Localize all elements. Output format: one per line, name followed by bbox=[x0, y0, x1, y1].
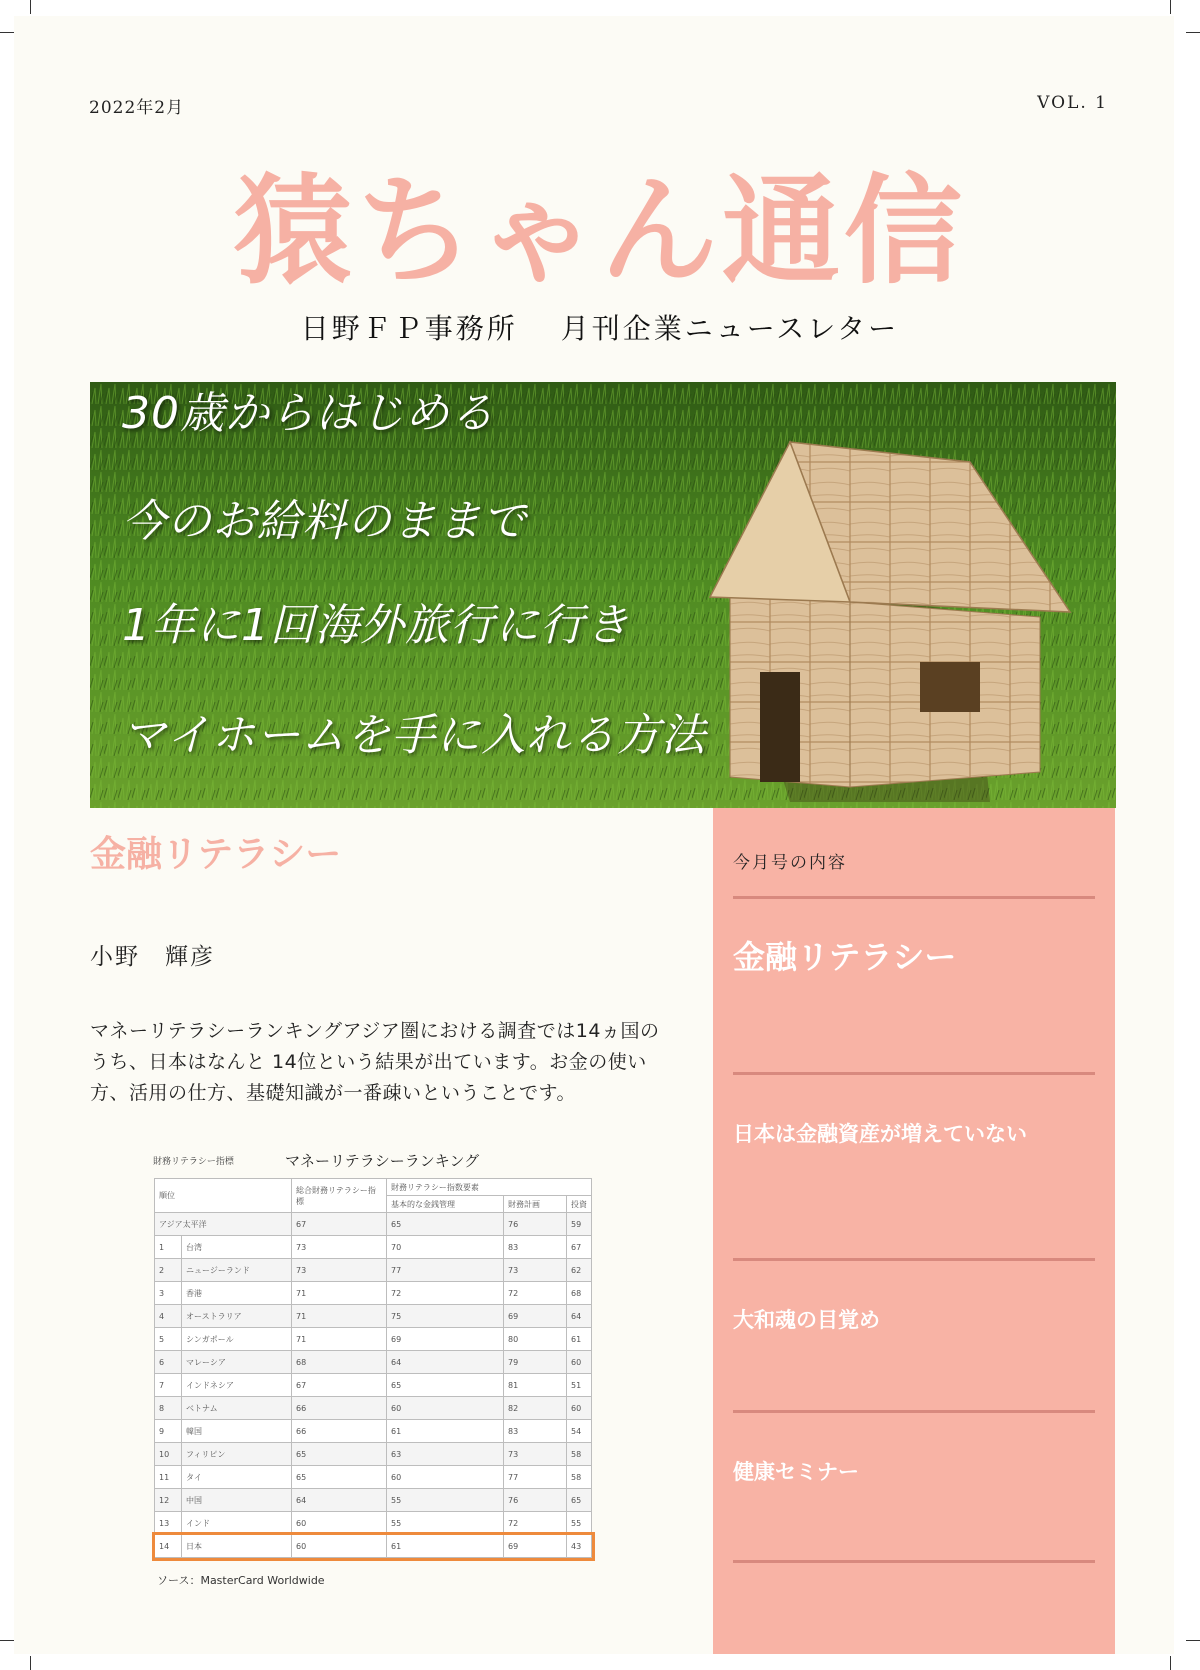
masthead-title: 猿ちゃん通信 bbox=[233, 162, 966, 300]
cell-country: 香港 bbox=[182, 1282, 292, 1305]
table-row bbox=[155, 1443, 592, 1466]
cell-country: インドネシア bbox=[182, 1374, 292, 1397]
issue-date: 2022年2月 bbox=[89, 98, 185, 118]
hero-line-2: 今のお給料のままで bbox=[122, 496, 527, 547]
header-total: 総合財務リテラシー指標 bbox=[292, 1179, 387, 1213]
cell-basic: 70 bbox=[387, 1236, 504, 1259]
table-row bbox=[155, 1259, 592, 1282]
cell-planning: 72 bbox=[504, 1282, 567, 1305]
cell-planning: 69 bbox=[504, 1535, 567, 1558]
cell-rank: 6 bbox=[155, 1351, 182, 1374]
cell-total: 73 bbox=[292, 1259, 387, 1282]
contents-sidebar bbox=[713, 808, 1115, 1654]
crop-mark-bl-h bbox=[0, 1640, 14, 1641]
ranking-source: ソース：MasterCard Worldwide bbox=[157, 1574, 325, 1587]
masthead-subtitle: 日野ＦＰ事務所 月刊企業ニュースレター bbox=[300, 312, 900, 345]
cell-investment: 58 bbox=[567, 1443, 592, 1466]
sidebar-divider bbox=[733, 1258, 1095, 1261]
sidebar-divider bbox=[733, 1072, 1095, 1075]
cell-planning: 73 bbox=[504, 1443, 567, 1466]
cell-basic: 63 bbox=[387, 1443, 504, 1466]
cell-planning: 76 bbox=[504, 1213, 567, 1236]
section-title: 金融リテラシー bbox=[90, 834, 342, 875]
cell-planning: 79 bbox=[504, 1351, 567, 1374]
cell-investment: 60 bbox=[567, 1397, 592, 1420]
sidebar-divider bbox=[733, 1410, 1095, 1413]
cell-investment: 62 bbox=[567, 1259, 592, 1282]
cell-rank: 5 bbox=[155, 1328, 182, 1351]
cell-total: 71 bbox=[292, 1305, 387, 1328]
cell-total: 60 bbox=[292, 1535, 387, 1558]
cell-basic: 75 bbox=[387, 1305, 504, 1328]
table-row bbox=[155, 1489, 592, 1512]
crop-mark-tr-h bbox=[1186, 32, 1200, 33]
cell-planning: 81 bbox=[504, 1374, 567, 1397]
crop-mark-tr-v bbox=[1170, 0, 1171, 14]
header-planning: 財務計画 bbox=[504, 1196, 567, 1213]
cell-total: 67 bbox=[292, 1374, 387, 1397]
crop-mark-tl-h bbox=[0, 32, 14, 33]
table-row bbox=[155, 1397, 592, 1420]
crop-mark-br-h bbox=[1186, 1640, 1200, 1641]
cell-country: ベトナム bbox=[182, 1397, 292, 1420]
table-row bbox=[155, 1213, 592, 1236]
cell-rank: アジア太平洋 bbox=[155, 1213, 292, 1236]
cell-basic: 55 bbox=[387, 1489, 504, 1512]
sidebar-item-health-seminar[interactable]: 健康セミナー bbox=[733, 1460, 859, 1484]
cell-basic: 69 bbox=[387, 1328, 504, 1351]
cell-total: 65 bbox=[292, 1466, 387, 1489]
cell-country: ニュージーランド bbox=[182, 1259, 292, 1282]
cell-basic: 60 bbox=[387, 1466, 504, 1489]
sidebar-heading: 今月号の内容 bbox=[733, 853, 847, 873]
cell-investment: 65 bbox=[567, 1489, 592, 1512]
table-row bbox=[155, 1328, 592, 1351]
cell-rank: 14 bbox=[155, 1535, 182, 1558]
cell-country: オーストラリア bbox=[182, 1305, 292, 1328]
ranking-table-body bbox=[155, 1213, 592, 1558]
cell-country: 中国 bbox=[182, 1489, 292, 1512]
cell-rank: 3 bbox=[155, 1282, 182, 1305]
cell-country: 韓国 bbox=[182, 1420, 292, 1443]
sidebar-item-financial-assets[interactable]: 日本は金融資産が増えていない bbox=[733, 1122, 1027, 1146]
ranking-index-label: 財務リテラシー指標 bbox=[153, 1157, 234, 1167]
sidebar-item-financial-literacy[interactable]: 金融リテラシー bbox=[733, 938, 957, 976]
cell-investment: 43 bbox=[567, 1535, 592, 1558]
japan-highlight-box bbox=[152, 1532, 595, 1561]
cell-basic: 61 bbox=[387, 1535, 504, 1558]
cell-investment: 60 bbox=[567, 1351, 592, 1374]
crop-mark-bl-v bbox=[30, 1656, 31, 1670]
sidebar-divider bbox=[733, 896, 1095, 899]
cell-total: 66 bbox=[292, 1397, 387, 1420]
cell-investment: 64 bbox=[567, 1305, 592, 1328]
cell-total: 71 bbox=[292, 1282, 387, 1305]
crop-mark-br-v bbox=[1170, 1656, 1171, 1670]
cell-planning: 69 bbox=[504, 1305, 567, 1328]
header-basic: 基本的な金銭管理 bbox=[387, 1196, 504, 1213]
cell-investment: 68 bbox=[567, 1282, 592, 1305]
hero-banner bbox=[90, 382, 1116, 808]
cell-planning: 80 bbox=[504, 1328, 567, 1351]
cell-investment: 59 bbox=[567, 1213, 592, 1236]
header-group: 財務リテラシー指数要素 bbox=[387, 1179, 592, 1196]
cell-investment: 67 bbox=[567, 1236, 592, 1259]
cell-total: 68 bbox=[292, 1351, 387, 1374]
cell-basic: 60 bbox=[387, 1397, 504, 1420]
table-row bbox=[155, 1236, 592, 1259]
table-row bbox=[155, 1351, 592, 1374]
cell-planning: 83 bbox=[504, 1236, 567, 1259]
ranking-table bbox=[154, 1178, 592, 1558]
table-row bbox=[155, 1305, 592, 1328]
cell-total: 64 bbox=[292, 1489, 387, 1512]
cell-basic: 77 bbox=[387, 1259, 504, 1282]
cell-rank: 13 bbox=[155, 1512, 182, 1535]
ranking-figure bbox=[150, 1148, 600, 1588]
hero-line-3: 1年に1回海外旅行に行き bbox=[122, 600, 630, 651]
cell-investment: 61 bbox=[567, 1328, 592, 1351]
cell-planning: 72 bbox=[504, 1512, 567, 1535]
crop-mark-tl-v bbox=[30, 0, 31, 14]
table-row bbox=[155, 1466, 592, 1489]
cell-rank: 7 bbox=[155, 1374, 182, 1397]
cell-country: マレーシア bbox=[182, 1351, 292, 1374]
cell-basic: 65 bbox=[387, 1374, 504, 1397]
cell-country: 日本 bbox=[182, 1535, 292, 1558]
cell-investment: 55 bbox=[567, 1512, 592, 1535]
cell-basic: 72 bbox=[387, 1282, 504, 1305]
cell-total: 73 bbox=[292, 1236, 387, 1259]
article-author: 小野 輝彦 bbox=[90, 944, 215, 970]
cell-total: 60 bbox=[292, 1512, 387, 1535]
ranking-title: マネーリテラシーランキング bbox=[285, 1152, 480, 1170]
cell-planning: 76 bbox=[504, 1489, 567, 1512]
cell-total: 66 bbox=[292, 1420, 387, 1443]
header-rank: 順位 bbox=[155, 1179, 292, 1213]
hero-line-4: マイホームを手に入れる方法 bbox=[122, 710, 707, 761]
table-row bbox=[155, 1374, 592, 1397]
cell-rank: 11 bbox=[155, 1466, 182, 1489]
cell-rank: 12 bbox=[155, 1489, 182, 1512]
cell-rank: 10 bbox=[155, 1443, 182, 1466]
cell-rank: 1 bbox=[155, 1236, 182, 1259]
cell-country: タイ bbox=[182, 1466, 292, 1489]
cell-total: 71 bbox=[292, 1328, 387, 1351]
cell-basic: 65 bbox=[387, 1213, 504, 1236]
issue-volume: VOL. 1 bbox=[1037, 93, 1108, 113]
cell-basic: 61 bbox=[387, 1420, 504, 1443]
cell-total: 67 bbox=[292, 1213, 387, 1236]
cell-investment: 54 bbox=[567, 1420, 592, 1443]
cell-country: フィリピン bbox=[182, 1443, 292, 1466]
table-row bbox=[155, 1420, 592, 1443]
table-row bbox=[155, 1282, 592, 1305]
sidebar-divider bbox=[733, 1560, 1095, 1563]
cell-planning: 73 bbox=[504, 1259, 567, 1282]
cell-rank: 4 bbox=[155, 1305, 182, 1328]
cell-investment: 51 bbox=[567, 1374, 592, 1397]
cell-rank: 9 bbox=[155, 1420, 182, 1443]
cell-investment: 58 bbox=[567, 1466, 592, 1489]
cell-basic: 64 bbox=[387, 1351, 504, 1374]
article-body: マネーリテラシーランキングアジア圏における調査では14ヵ国のうち、日本はなんと 14位という結果が出ています。お金の使い方、活用の仕方、基礎知識が一番疎いということです。 bbox=[90, 1020, 660, 1104]
cell-rank: 8 bbox=[155, 1397, 182, 1420]
cell-total: 65 bbox=[292, 1443, 387, 1466]
cell-basic: 55 bbox=[387, 1512, 504, 1535]
cell-planning: 82 bbox=[504, 1397, 567, 1420]
hero-line-1: 30歳からはじめる bbox=[122, 388, 495, 439]
header-investment: 投資 bbox=[567, 1196, 592, 1213]
cell-country: インド bbox=[182, 1512, 292, 1535]
cell-rank: 2 bbox=[155, 1259, 182, 1282]
cell-country: 台湾 bbox=[182, 1236, 292, 1259]
cell-country: シンガポール bbox=[182, 1328, 292, 1351]
cell-planning: 77 bbox=[504, 1466, 567, 1489]
sidebar-item-yamato-spirit[interactable]: 大和魂の目覚め bbox=[733, 1308, 880, 1332]
cell-planning: 83 bbox=[504, 1420, 567, 1443]
